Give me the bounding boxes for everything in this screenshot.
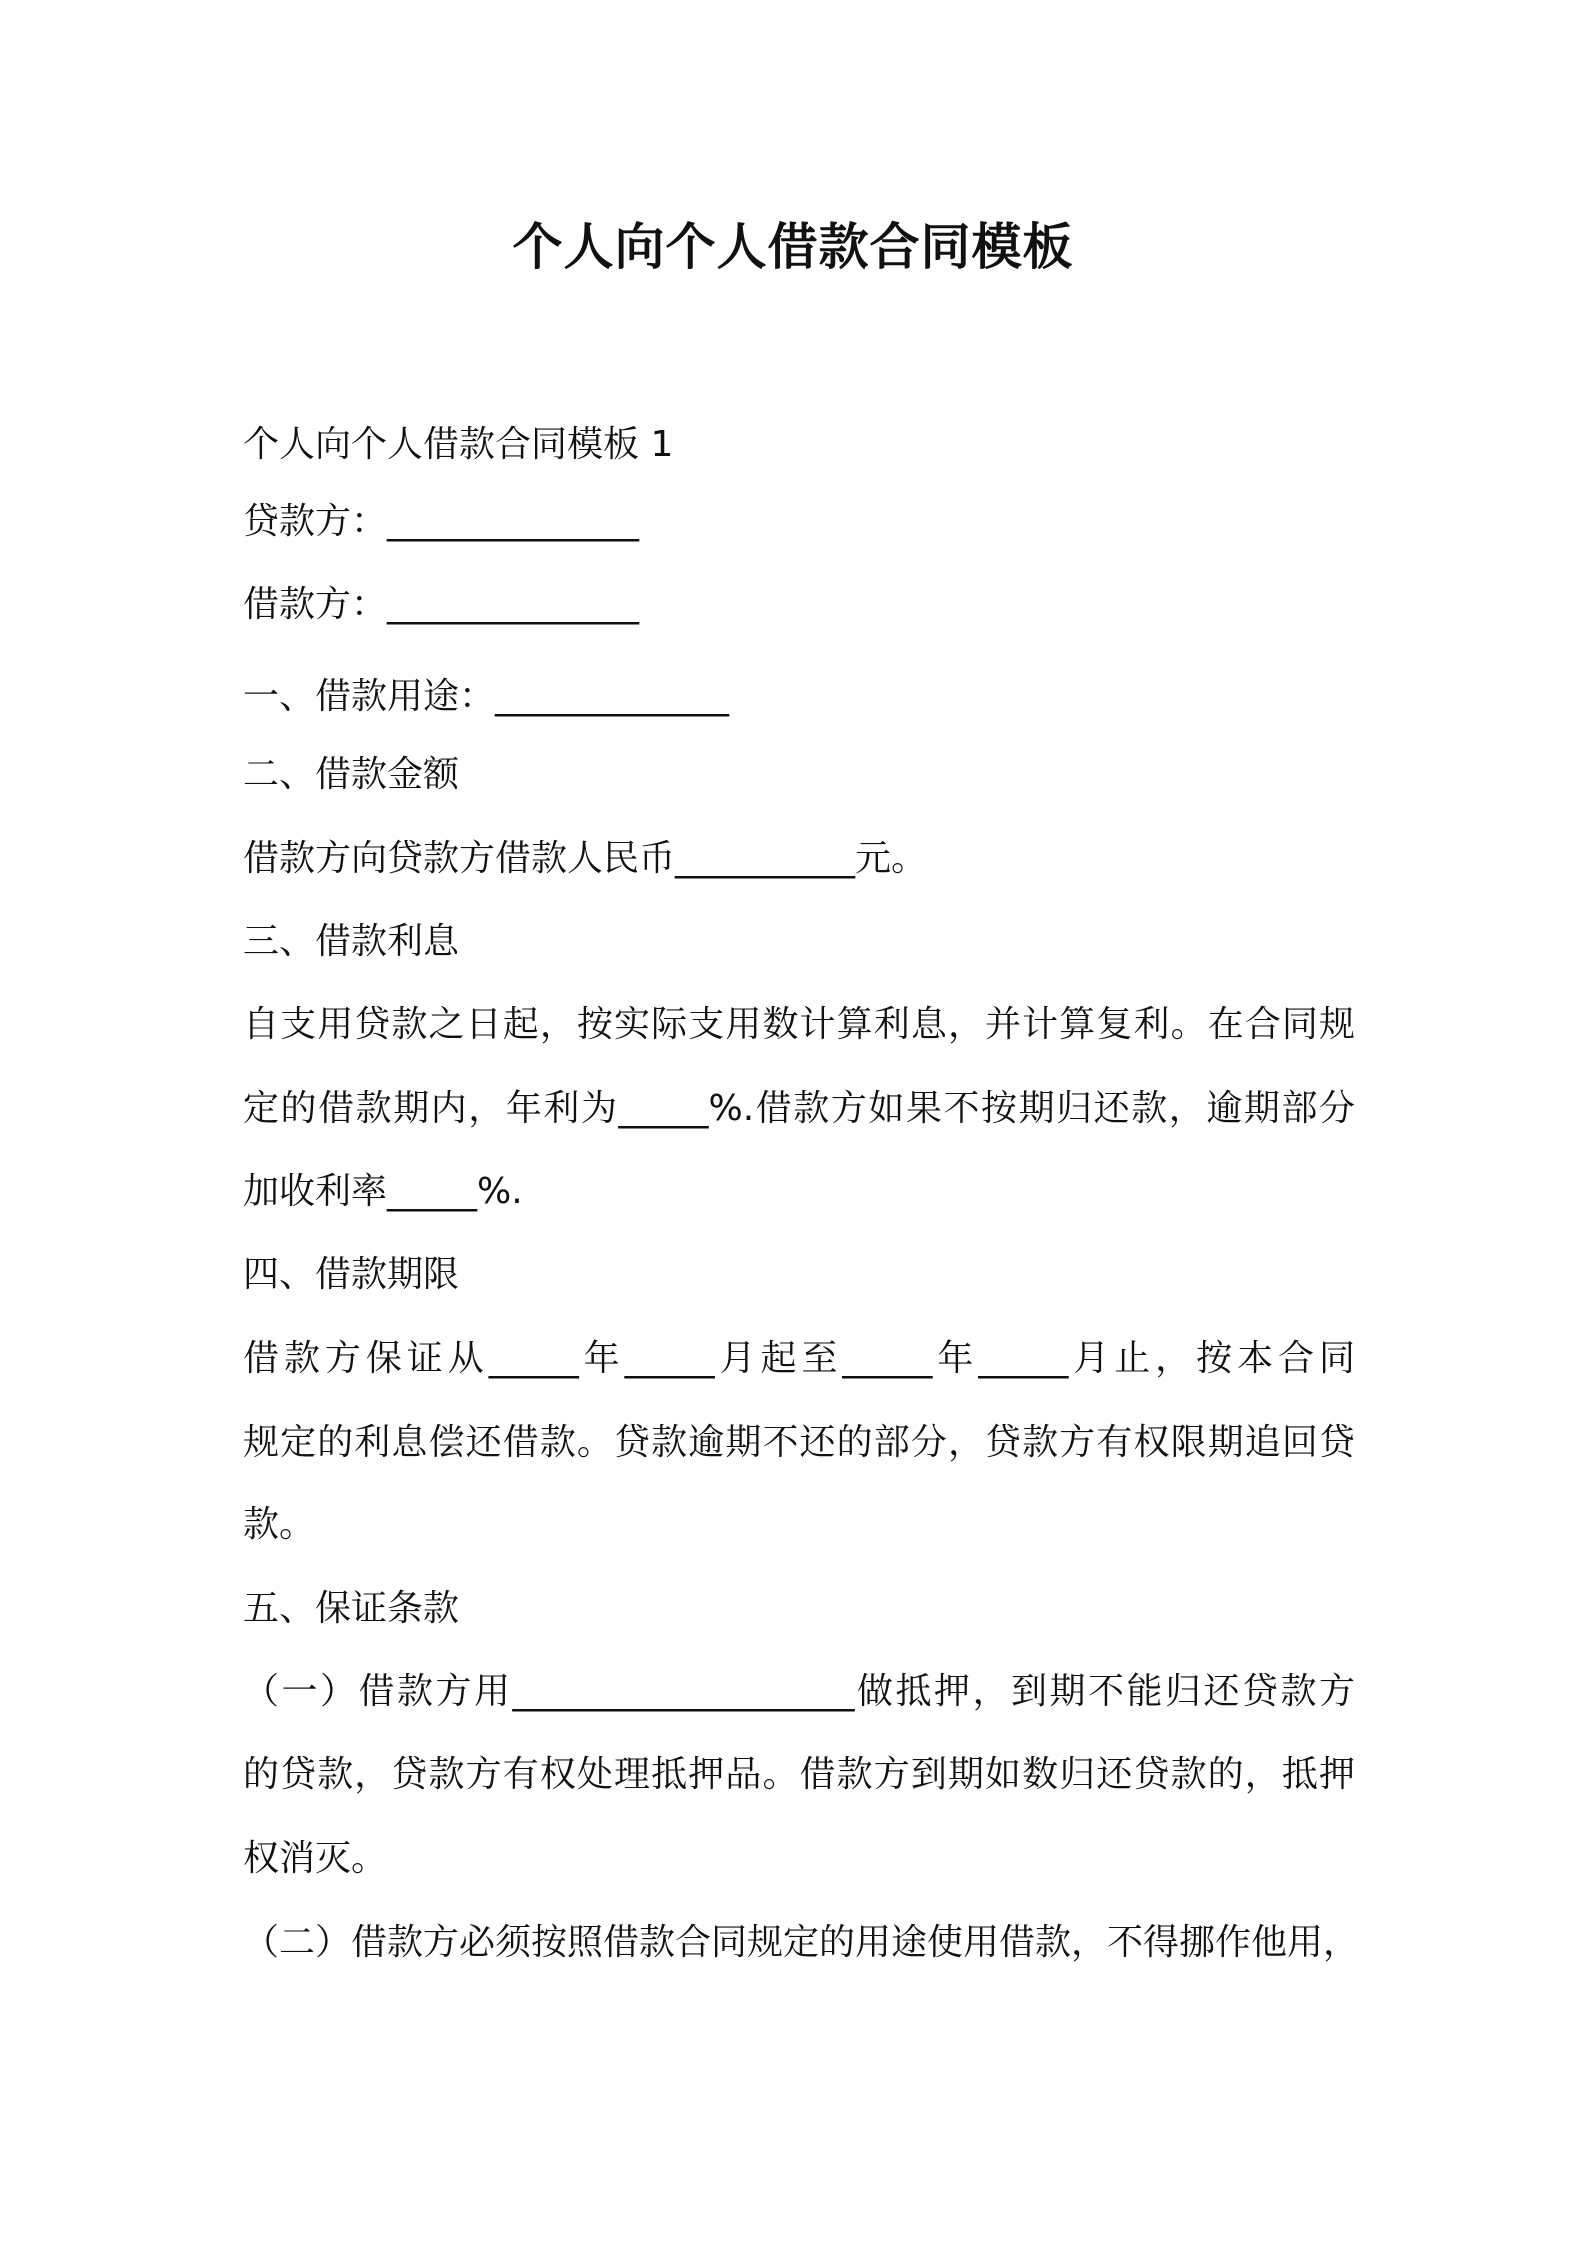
section-5-clause-1-line-2: 的贷款，贷款方有权处理抵押品。借款方到期如数归还贷款的，抵押: [243, 1754, 1355, 1795]
lender-field: 贷款方：______________: [243, 501, 640, 542]
document-title: 个人向个人借款合同模板: [512, 218, 1074, 276]
section-3-line-3: 加收利率_____%.: [243, 1171, 523, 1212]
section-3-line-2: 定的借款期内，年利为_____%.借款方如果不按期归还款，逾期部分: [243, 1088, 1355, 1129]
section-1-purpose: 一、借款用途：_____________: [243, 676, 730, 717]
section-4-line-3: 款。: [243, 1504, 316, 1545]
section-4-line-2: 规定的利息偿还借款。贷款逾期不还的部分，贷款方有权限期追回贷: [243, 1422, 1355, 1463]
document-subtitle: 个人向个人借款合同模板 1: [243, 424, 674, 465]
section-3-heading: 三、借款利息: [243, 921, 460, 962]
section-5-clause-2-line-1: （二）借款方必须按照借款合同规定的用途使用借款，不得挪作他用，: [243, 1922, 1360, 1963]
section-4-line-1: 借款方保证从_____年_____月起至_____年_____月止，按本合同: [243, 1338, 1355, 1379]
section-5-clause-1-line-1: （一）借款方用___________________做抵押，到期不能归还贷款方: [243, 1671, 1355, 1712]
section-2-heading: 二、借款金额: [243, 754, 460, 795]
section-2-body: 借款方向贷款方借款人民币__________元。: [243, 838, 928, 879]
section-5-clause-1-line-3: 权消灭。: [243, 1838, 388, 1879]
borrower-field: 借款方：______________: [243, 584, 640, 625]
section-5-heading: 五、保证条款: [243, 1588, 460, 1629]
section-3-line-1: 自支用贷款之日起，按实际支用数计算利息，并计算复利。在合同规: [243, 1004, 1355, 1045]
section-4-heading: 四、借款期限: [243, 1254, 460, 1295]
